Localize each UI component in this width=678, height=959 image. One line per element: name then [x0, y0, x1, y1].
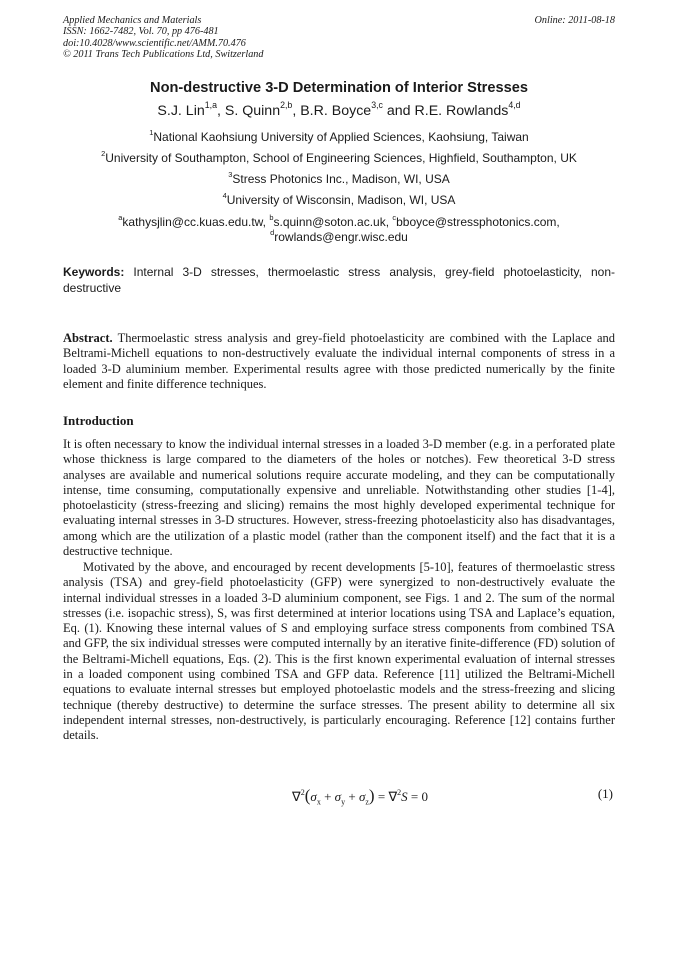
email-link[interactable]: kathysjlin@cc.kuas.edu.tw,	[122, 215, 270, 229]
abstract	[63, 331, 615, 392]
affiliation-2	[0, 151, 678, 165]
section-heading-introduction: Introduction	[63, 413, 134, 428]
affiliation-1	[0, 130, 678, 144]
journal-copyright: © 2011 Trans Tech Publications Ltd, Switzerland	[63, 48, 264, 60]
email-line-2: $^d$rowlands@engr.wisc.edu	[270, 228, 408, 244]
journal-name: Applied Mechanics and Materials	[63, 15, 202, 26]
author-name: R.E. Rowlands	[414, 103, 509, 119]
email-link[interactable]: s.quinn@soton.ac.uk,	[273, 215, 393, 229]
affiliation-4	[0, 193, 678, 207]
equation-number: (1)	[597, 786, 613, 801]
affiliation-text: University of Southampton, School of Engineering Sciences, Highfield, Southampton, UK	[105, 151, 577, 165]
equation-body: $\nabla^2(\sigma_x + \sigma_y + \sigma_z) = \nabla^2S = 0$	[292, 786, 429, 807]
email-link[interactable]: bboyce@stressphotonics.com,	[396, 215, 560, 229]
affiliation-mark: 2	[101, 149, 106, 159]
author-affiliation-mark: 4,d	[508, 100, 521, 111]
author-list	[0, 100, 678, 119]
abstract-text: Thermoelastic stress analysis and grey-field photoelasticity are combined with the Laplace and Beltrami-Michell equations to non-destructively evaluate the individual internal components of stress in a loaded 3-D aluminium member. Experimental results agree with those predicted numerically by the finite element and finite difference techniques.	[63, 331, 615, 391]
journal-doi: doi:10.4028/www.scientific.net/AMM.70.476	[63, 37, 246, 49]
intro-paragraph-1: It is often necessary to know the individual internal stresses in a loaded 3-D member (e.g. in a perforated plate whose thickness is large compared to the diameters of the holes or notches). Few theoretical 3-D stress analyses are available and numerical solutions require accurate modeling, and they can be computationally intense, time consuming, computationally expensive and unreliable. Notwithstanding other studies [1-4], photoelasticity (stress-freezing and slicing) remains the most highly developed experimental technique for evaluating internal stresses in 3-D structures. However, stress-freezing photoelasticity also has disadvantages, among which are the utilization of a plastic model (rather than the component itself) and the fact that it is a destructive technique.	[63, 437, 615, 559]
affiliation-3	[0, 172, 678, 186]
journal-header	[63, 15, 615, 60]
affiliation-mark: 4	[222, 191, 227, 201]
author-affiliation-mark: 3,c	[371, 100, 383, 111]
exponent: 2	[300, 787, 305, 797]
affiliation-text: National Kaohsiung University of Applied Sciences, Kaohsiung, Taiwan	[153, 130, 529, 144]
paper-title: Non-destructive 3-D Determination of Interior Stresses	[150, 80, 528, 96]
author-separator: ,	[292, 103, 301, 119]
email-link[interactable]: rowlands@engr.wisc.edu	[274, 230, 408, 244]
keywords	[63, 265, 615, 296]
abstract-label: Abstract.	[63, 331, 113, 345]
keywords-text: Internal 3-D stresses, thermoelastic stress analysis, grey-field photoelasticity, non-destructive	[63, 265, 615, 295]
affiliation-mark: 3	[228, 170, 233, 180]
author-name: S.J. Lin	[157, 103, 205, 119]
journal-issn: ISSN: 1662-7482, Vol. 70, pp 476-481	[63, 26, 219, 38]
online-date: Online: 2011-08-18	[534, 15, 615, 26]
author-affiliation-mark: 2,b	[280, 100, 293, 111]
nabla-symbol: ∇	[292, 789, 301, 804]
intro-paragraph-2: Motivated by the above, and encouraged by recent developments [5-10], features of thermoelastic stress analysis (TSA) and grey-field photoelasticity (GFP) were synergized to non-destructively evaluate the internal individual stresses in a loaded 3-D aluminium component, see Figs. 1 and 2. The sum of the normal stresses (i.e. isopachic stress), S, was first determined at interior locations using TSA and Laplace’s equation, Eq. (1). Knowing these internal values of S and employing surface stress components from combined TSA and GFP, the six individual stresses were computed internally by an iterative finite-difference (FD) solution of the Beltrami-Michell equations, Eqs. (2). This is the first known experimental evaluation of internal stresses in a loaded component using combined TSA and GFP data. Reference [11] utilized the Beltrami-Michell equations to evaluate internal stresses but employed photoelastic models and the stress-freezing and slicing technique (thereby destructive) to determine the surface stresses. The present ability to determine all six independent internal stresses, non-destructively, is particularly encouraging. Reference [12] contains further details.	[63, 560, 615, 743]
author-affiliation-mark: 1,a	[204, 100, 217, 111]
author-separator: ,	[216, 103, 225, 119]
equation-1	[0, 786, 678, 806]
keywords-label: Keywords:	[63, 265, 125, 279]
author-name: B.R. Boyce	[300, 103, 372, 119]
affiliation-text: University of Wisconsin, Madison, WI, USA	[226, 193, 456, 207]
email-line-1: $^a$kathysjlin@cc.kuas.edu.tw, $^b$s.quinn@soton.ac.uk, $^c$bboyce@stressphotonics.com,	[118, 213, 560, 229]
affiliation-mark: 1	[149, 128, 154, 138]
author-separator: and	[382, 103, 415, 119]
author-name: S. Quinn	[224, 103, 281, 119]
affiliation-text: Stress Photonics Inc., Madison, WI, USA	[232, 172, 450, 186]
